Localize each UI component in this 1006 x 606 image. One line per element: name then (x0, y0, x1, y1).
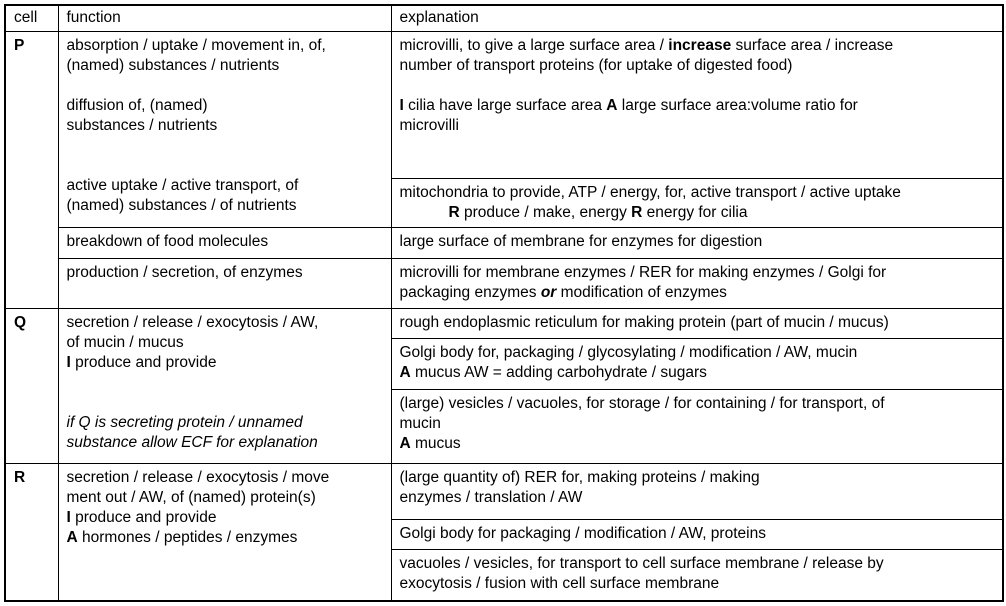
text-line (400, 263, 995, 283)
text-line (400, 232, 995, 252)
text-segment: microvilli, to give a large surface area / (399, 36, 669, 54)
table-body (5, 31, 1003, 601)
paragraph (400, 554, 995, 594)
explanation-cell (391, 258, 1003, 308)
text-segment: microvilli (399, 116, 459, 134)
text-line (67, 413, 383, 433)
explanation-cell (391, 389, 1003, 463)
text-segment: surface area / increase (731, 36, 894, 54)
text-line (67, 488, 383, 508)
function-cell (58, 227, 391, 258)
text-segment: production / secretion, of enzymes (66, 263, 303, 281)
paragraph (67, 96, 383, 136)
cell-label-R: R (5, 463, 58, 601)
text-segment: hormones / peptides / enzymes (77, 528, 298, 546)
text-segment: I (399, 96, 404, 114)
paragraph (67, 468, 383, 548)
function-cell (58, 308, 391, 463)
explanation-cell (391, 31, 1003, 178)
text-segment: (named) substances / of nutrients (66, 196, 297, 214)
table-row (5, 463, 1003, 519)
text-line (400, 554, 995, 574)
paragraph (67, 36, 383, 76)
paragraph (400, 343, 995, 383)
text-segment: secretion / release / exocytosis / AW, (66, 313, 319, 331)
text-segment: enzymes / translation / AW (399, 488, 583, 506)
text-segment: (large quantity of) RER for, making proteins / making (399, 468, 760, 486)
explanation-cell (391, 227, 1003, 258)
paragraph (400, 96, 995, 136)
text-line (67, 313, 383, 333)
text-segment: secretion / release / exocytosis / move (66, 468, 330, 486)
paragraph (67, 232, 383, 252)
text-segment: produce / make, energy (459, 203, 632, 221)
paragraph (400, 394, 995, 454)
text-segment: breakdown of food molecules (66, 232, 269, 250)
text-segment: R (448, 203, 460, 221)
text-line (67, 56, 383, 76)
text-segment: produce and provide (70, 508, 217, 526)
text-segment: microvilli for membrane enzymes / RER for making enzymes / Golgi for (399, 263, 887, 281)
text-segment: mucus AW = adding carbohydrate / sugars (410, 363, 707, 381)
text-line (400, 363, 995, 383)
text-line (67, 433, 383, 453)
text-segment: Golgi body for packaging / modification / AW, proteins (399, 524, 766, 542)
text-segment: A (66, 528, 78, 546)
text-line (400, 36, 995, 56)
text-segment: or (540, 283, 557, 301)
text-segment: A (399, 434, 411, 452)
header-cell-cell: cell (5, 5, 58, 31)
text-segment: mucin (399, 414, 441, 432)
explanation-cell (391, 178, 1003, 227)
text-line (400, 574, 995, 594)
paragraph (67, 313, 383, 373)
text-segment: absorption / uptake / movement in, of, (66, 36, 326, 54)
text-segment: A (399, 363, 411, 381)
cell-label-Q: Q (5, 308, 58, 463)
text-segment: diffusion of, (named) (66, 96, 208, 114)
text-segment: ment out / AW, of (named) protein(s) (66, 488, 316, 506)
text-line (400, 183, 995, 203)
text-line (400, 56, 995, 76)
paragraph (400, 183, 995, 223)
text-line (400, 116, 995, 136)
function-cell (58, 31, 391, 227)
explanation-cell (391, 308, 1003, 338)
text-line (67, 232, 383, 252)
explanation-cell (391, 549, 1003, 601)
text-segment: if Q is secreting protein / unnamed (66, 413, 303, 431)
text-segment: increase (668, 36, 732, 54)
text-line (67, 263, 383, 283)
header-cell-explanation: explanation (391, 5, 1003, 31)
text-segment: modification of enzymes (556, 283, 727, 301)
text-segment: number of transport proteins (for uptake of digested food) (399, 56, 793, 74)
table-row (5, 31, 1003, 178)
text-segment: cilia have large surface area (403, 96, 607, 114)
text-line (67, 353, 383, 373)
paragraph (67, 413, 383, 453)
paragraph (400, 468, 995, 508)
text-line (67, 333, 383, 353)
paragraph (67, 176, 383, 216)
text-segment: R (631, 203, 643, 221)
text-segment: produce and provide (70, 353, 217, 371)
explanation-cell (391, 519, 1003, 549)
text-line (67, 528, 383, 548)
text-segment: I (66, 353, 71, 371)
text-line (67, 508, 383, 528)
mark-scheme-table (4, 4, 1004, 602)
text-segment: active uptake / active transport, of (66, 176, 299, 194)
text-line (400, 203, 995, 223)
cell-label-P: P (5, 31, 58, 308)
function-cell (58, 258, 391, 308)
paragraph (67, 263, 383, 283)
text-line (67, 36, 383, 56)
text-line (67, 196, 383, 216)
header-cell-function: function (58, 5, 391, 31)
text-line (67, 468, 383, 488)
table-row (5, 227, 1003, 258)
text-segment: (named) substances / nutrients (66, 56, 280, 74)
text-segment: vacuoles / vesicles, for transport to cell surface membrane / release by (399, 554, 884, 572)
text-line (67, 176, 383, 196)
text-segment: substances / nutrients (66, 116, 218, 134)
text-segment: A (606, 96, 618, 114)
text-line (400, 313, 995, 333)
text-segment: substance allow ECF for explanation (66, 433, 318, 451)
paragraph (400, 36, 995, 76)
text-segment: mitochondria to provide, ATP / energy, for, active transport / active uptake (399, 183, 901, 201)
text-segment: (large) vesicles / vacuoles, for storage / for containing / for transport, of (399, 394, 885, 412)
text-line (400, 488, 995, 508)
text-segment: I (66, 508, 71, 526)
explanation-cell (391, 338, 1003, 389)
text-segment: of mucin / mucus (66, 333, 184, 351)
text-line (67, 96, 383, 116)
text-segment: Golgi body for, packaging / glycosylating / modification / AW, mucin (399, 343, 858, 361)
text-segment: large surface of membrane for enzymes for digestion (399, 232, 763, 250)
text-line (400, 414, 995, 434)
text-line (400, 434, 995, 454)
text-segment: large surface area:volume ratio for (617, 96, 858, 114)
text-line (400, 394, 995, 414)
table-row (5, 308, 1003, 338)
text-segment: rough endoplasmic reticulum for making protein (part of mucin / mucus) (399, 313, 889, 331)
function-cell (58, 463, 391, 601)
header-row (5, 5, 1003, 31)
paragraph (400, 263, 995, 303)
text-segment: exocytosis / fusion with cell surface membrane (399, 574, 720, 592)
text-segment: energy for cilia (642, 203, 748, 221)
table-header-row (5, 5, 1003, 31)
text-line (400, 468, 995, 488)
text-line (67, 116, 383, 136)
text-segment: mucus (410, 434, 461, 452)
paragraph (400, 524, 995, 544)
explanation-cell (391, 463, 1003, 519)
mark-scheme-document (4, 4, 1002, 602)
text-line (400, 96, 995, 116)
paragraph (400, 232, 995, 252)
text-line (400, 524, 995, 544)
text-line (400, 283, 995, 303)
paragraph (400, 313, 995, 333)
table-row (5, 258, 1003, 308)
text-line (400, 343, 995, 363)
text-segment: packaging enzymes (399, 283, 541, 301)
